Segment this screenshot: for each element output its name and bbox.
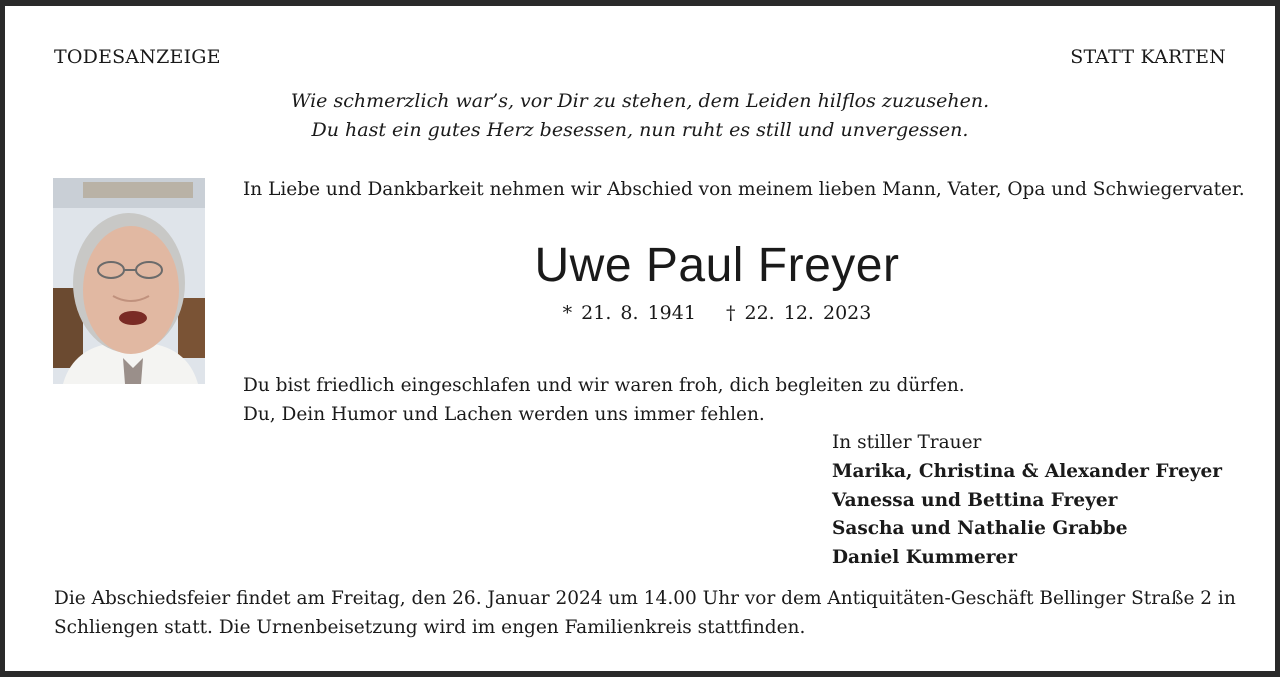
mourner-name: Marika, Christina & Alexander Freyer xyxy=(832,461,1222,482)
poem-line-1: Wie schmerzlich war’s, vor Dir zu stehen, dem Leiden hilflos zuzusehen. xyxy=(290,90,990,112)
intro-text: In Liebe und Dankbarkeit nehmen wir Abschied von meinem lieben Mann, Vater, Opa und Schwiegervater. xyxy=(243,179,1245,200)
mourning-heading: In stiller Trauer xyxy=(832,432,982,453)
deceased-name: Uwe Paul Freyer xyxy=(534,239,900,292)
life-dates xyxy=(5,302,1280,324)
statt-karten-label: STATT KARTEN xyxy=(1070,46,1226,68)
mourner-name: Sascha und Nathalie Grabbe xyxy=(832,518,1128,539)
birth-date: * 21. 8. 1941 xyxy=(562,302,696,324)
poem-line-2: Du hast ein gutes Herz besessen, nun ruht es still und unvergessen. xyxy=(311,119,969,141)
mourner-name: Daniel Kummerer xyxy=(832,547,1018,568)
message-line-1: Du bist friedlich eingeschlafen und wir waren froh, dich begleiten zu dürfen. xyxy=(243,375,965,396)
death-date: † 22. 12. 2023 xyxy=(725,302,872,324)
message-line-2: Du, Dein Humor und Lachen werden uns immer fehlen. xyxy=(243,404,765,425)
funeral-info-line-1: Die Abschiedsfeier findet am Freitag, den 26. Januar 2024 um 14.00 Uhr vor dem Antiquitäten-Geschäft Bellinger Straße 2 in xyxy=(54,588,1236,609)
funeral-info-line-2: Schliengen statt. Die Urnenbeisetzung wird im engen Familienkreis stattfinden. xyxy=(54,617,806,638)
notice-type-label: TODESANZEIGE xyxy=(54,46,221,68)
mourner-name: Vanessa und Bettina Freyer xyxy=(832,490,1118,511)
